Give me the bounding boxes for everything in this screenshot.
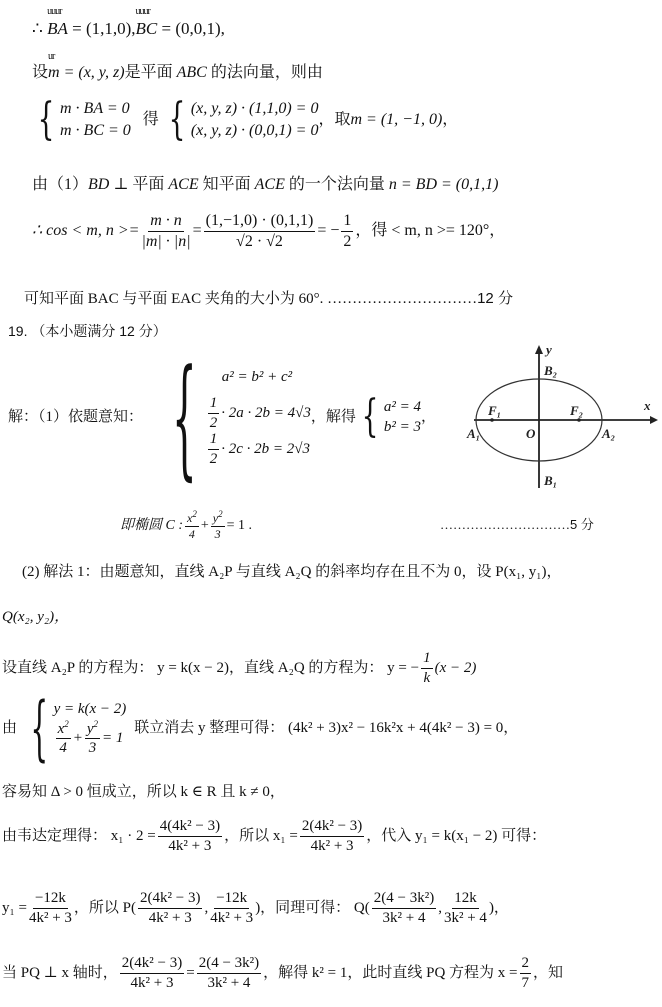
normal-vector-n-line	[32, 177, 498, 193]
label-f2: F₂	[570, 403, 584, 418]
label-y: y	[546, 342, 552, 357]
delta-line: 容易知 Δ > 0 恒成立，所以 k ∈ R 且 k ≠ 0，	[2, 784, 285, 800]
vector-ba: uuur BA	[47, 6, 68, 38]
equation-row: y = k(x − 2)	[53, 701, 127, 718]
plane-label: ACE	[168, 176, 199, 193]
equation-row: $\frac{x^2}{4}$ + $\frac{y^2}{3}$ = 1	[57, 718, 124, 757]
fraction: $\frac{\text{2(4k² − 3)}}{\text{4k² + 3}}$	[140, 890, 201, 926]
label-a1: A₁	[467, 426, 481, 441]
score-label: 12 分	[477, 290, 513, 307]
y-axis-arrow-icon	[535, 345, 543, 354]
text: =	[186, 964, 195, 981]
system-of-equations-2	[2, 687, 519, 769]
left-brace: {	[30, 687, 49, 769]
fraction: $\frac{2}{7}$	[521, 955, 530, 991]
equation-row: m · BC = 0	[60, 122, 131, 139]
text: 可知平面 BAC 与平面 EAC 夹角的大小为 60°.	[24, 291, 324, 307]
vector-m-result: m = (1, −1, 0)	[350, 111, 443, 128]
text: 即椭圆 C :	[120, 517, 183, 533]
vector-ba-bc-line	[32, 6, 225, 38]
conclusion-line	[24, 291, 513, 307]
fraction: $\frac{m \cdot n}{|m| \cdot |n|}$	[141, 212, 191, 250]
vector-ba-value: = (1,1,0),	[67, 19, 136, 38]
text: 知平面	[198, 176, 255, 193]
text: )，同理可得： Q(	[255, 899, 370, 916]
equation-row: (x, y, z) · (0,0,1) = 0	[190, 122, 319, 139]
pq-perpendicular-line	[2, 955, 563, 991]
fraction: $\frac{1}{2}$	[209, 431, 218, 467]
fraction: $\frac{1}{2}$	[343, 212, 352, 250]
line-equations-line	[2, 650, 476, 686]
fraction: $\frac{x^2}{4}$	[187, 509, 197, 542]
fraction: $\frac{1}{2}$	[209, 395, 218, 431]
fraction: $\frac{(1,-1,0) \cdot (0,1,1)}{√2 \cdot √2}$	[205, 212, 314, 250]
plane-label: ACE	[254, 176, 285, 193]
vector-m-def: = (x, y, z)	[59, 64, 125, 81]
question-19-header: 19. （本小题满分 12 分）	[8, 323, 167, 339]
text: ，	[442, 111, 459, 128]
text: 得	[142, 111, 159, 128]
left-brace: {	[168, 94, 186, 145]
text: 是平面	[124, 64, 173, 81]
text: ，解得 k² = 1，此时直线 PQ 方程为 x =	[263, 964, 518, 981]
label-origin: O	[526, 426, 536, 441]
therefore-symbol: ∴	[32, 19, 43, 38]
score-label: 5 分	[570, 517, 594, 532]
label-b1: B₁	[544, 473, 558, 488]
text: 设直线 A₂P 的方程为： y = k(x − 2)，直线 A₂Q 的方程为： y = −	[2, 659, 420, 676]
label-f1: F₁	[488, 403, 502, 418]
text: )，	[488, 899, 509, 916]
equation-row: $\frac{1}{2}$ · 2a · 2b = 4√3	[209, 395, 311, 431]
text: 由	[2, 719, 18, 736]
text: 设	[32, 64, 49, 81]
text: ∴ cos < m, n >=	[32, 222, 140, 240]
vector-bc-value: = (0,0,1),	[157, 19, 225, 38]
text: = −	[317, 222, 340, 240]
fraction: $\frac{-12k}{\text{4k² + 3}}$	[28, 890, 72, 926]
part2-intro-line: (2) 解法 1：由题意知，直线 A₂P 与直线 A₂Q 的斜率均存在且不为 0，设 P(x₁, y₁)，	[22, 564, 562, 580]
text: ，得 < m, n >= 120°，	[355, 222, 506, 240]
fraction: $\frac{\text{2(4k² − 3)}}{\text{4k² + 3}}$	[301, 818, 363, 854]
equation-row: a² = 4	[383, 398, 421, 415]
fraction: $\frac{y^2}{3}$	[212, 509, 223, 542]
equation-row: a² = b² + c²	[221, 368, 293, 385]
ellipse-diagram	[462, 340, 662, 490]
label-b2: B₂	[544, 363, 558, 378]
segment-label: BD	[88, 176, 110, 193]
text: ，代入 y₁ = k(x₁ − 2) 可得：	[366, 827, 547, 844]
text: 当 PQ ⊥ x 轴时，	[2, 964, 118, 981]
text: ，	[420, 408, 436, 425]
system-of-equations-1	[32, 94, 459, 145]
text: =	[192, 222, 202, 240]
fraction: $\frac{12k}{\text{3k² + 4}}$	[443, 890, 487, 926]
system-rows	[384, 397, 421, 438]
text: 的一个法向量	[284, 176, 385, 193]
left-brace: {	[37, 94, 55, 145]
equation-row: (x, y, z) · (1,1,0) = 0	[190, 100, 319, 118]
points-pq-line: y₁ = $\frac{-12k}{\text{4k² + 3}}$ ，所以 P( $\frac{\text{2(4k² − 3)}}{\text{4k² + 3}}$ , $\frac{-12k}{\text{4k² + 3}}$ )，同理可得： Q( $\frac{\text{2(4 − 3k²)}}{\text{3k² + 4}}$ , $\frac{12k}{\text{3k² + 4}}$ )，	[2, 890, 509, 926]
vector-n-value: n = BD = (0,1,1)	[388, 176, 499, 193]
text: 由（1）	[32, 176, 89, 193]
fraction: $\frac{1}{k}$	[423, 650, 431, 686]
score-5-line	[440, 518, 594, 531]
fraction: $\frac{\text{2(4k² − 3)}}{\text{4k² + 3}}$	[121, 955, 183, 991]
vector-bc: uuur BC	[135, 6, 158, 38]
leader-dots: …………………………	[440, 517, 570, 532]
focus-f1-point	[490, 418, 494, 422]
fraction: $\frac{\text{2(4 − 3k²)}}{\text{3k² + 4}}$	[373, 890, 435, 926]
text: ，知	[533, 964, 564, 981]
plane-label: ABC	[176, 64, 207, 81]
text: = 1 .	[226, 517, 252, 533]
normal-vector-setup-line	[32, 51, 323, 81]
label-x: x	[644, 398, 651, 413]
fraction: $\frac{\text{4(4k² − 3)}}{\text{4k² + 3}}$	[159, 818, 221, 854]
vieta-line	[2, 818, 546, 854]
system-rows	[60, 98, 131, 141]
text: y₁ =	[2, 899, 27, 916]
system-rows	[206, 367, 311, 467]
text: ，解得	[310, 408, 356, 425]
text: ，所以 P(	[73, 899, 137, 916]
ellipse-equation-line: 即椭圆 C : $\frac{x^2}{4}$ + $\frac{y^2}{3}$ = 1 .	[120, 509, 252, 542]
point-q-line: Q(x₂, y₂)，	[2, 609, 70, 625]
text: 联立消去 y 整理可得： (4k² + 3)x² − 16k²x + 4(4k² − 3) = 0，	[134, 719, 519, 736]
label-a2: A₂	[602, 426, 616, 441]
system-rows	[191, 98, 319, 141]
text: ⊥ 平面	[109, 176, 169, 193]
equation-row: $\frac{1}{2}$ · 2c · 2b = 2√3	[209, 431, 310, 467]
leader-dots: …………………………	[327, 291, 478, 307]
text: ，所以 x₁ =	[224, 827, 298, 844]
system-rows	[54, 699, 127, 756]
x-axis-arrow-icon	[650, 416, 658, 424]
focus-f2-point	[577, 418, 581, 422]
text: 由韦达定理得： x₁ · 2 =	[2, 827, 156, 844]
text: ，取	[318, 111, 351, 128]
text: 解：（1）依题意知：	[8, 408, 144, 425]
ellipse-system	[8, 341, 436, 493]
equation-row: m · BA = 0	[60, 100, 130, 118]
vector-m: ur m	[48, 51, 60, 81]
equation-row: b² = 3	[383, 419, 421, 435]
fraction: $\frac{\text{2(4 − 3k²)}}{\text{3k² + 4}}$	[198, 955, 260, 991]
left-brace: {	[171, 341, 197, 493]
text: (x − 2)	[434, 659, 477, 676]
cosine-calculation-line	[32, 212, 505, 250]
fraction: $\frac{-12k}{\text{4k² + 3}}$	[210, 890, 254, 926]
text: 的法向量，则由	[210, 64, 323, 81]
left-brace: {	[361, 391, 379, 442]
